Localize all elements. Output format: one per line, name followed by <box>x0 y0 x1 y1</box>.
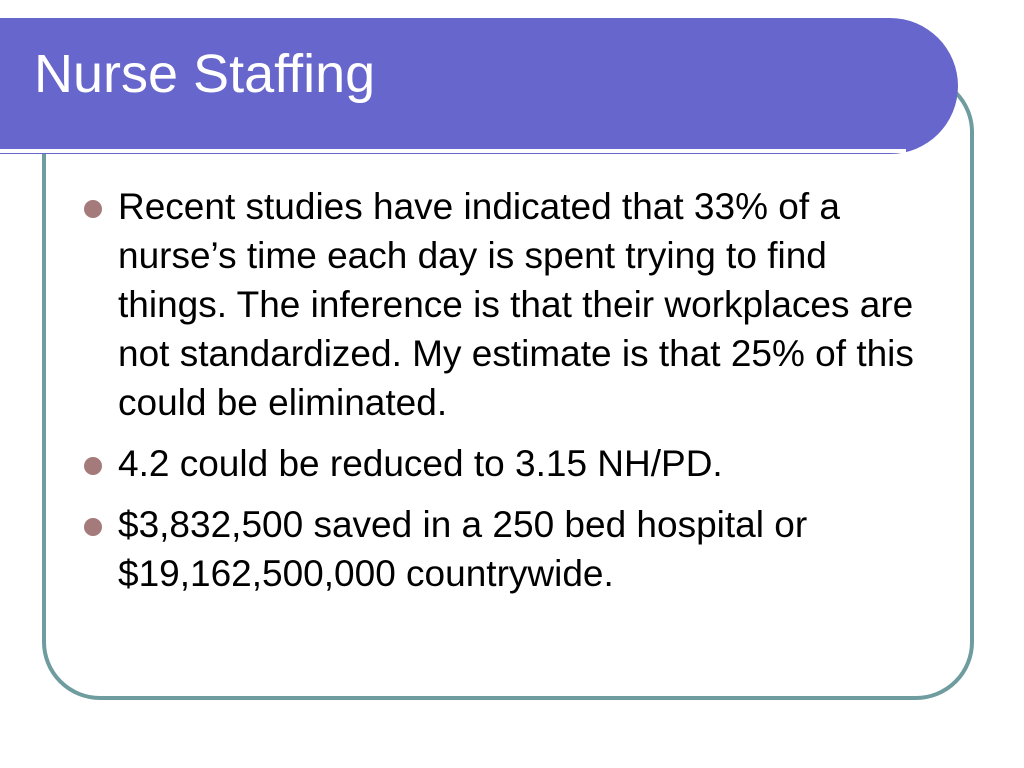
bullet-item <box>80 500 930 598</box>
bullet-text: $3,832,500 saved in a 250 bed hospital or $19,162,500,000 countrywide. <box>118 504 808 594</box>
bullet-dot-icon <box>84 457 102 475</box>
bullet-list <box>80 182 930 610</box>
bullet-text: 4.2 could be reduced to 3.15 NH/PD. <box>118 443 723 484</box>
bullet-dot-icon <box>84 518 102 536</box>
slide-title: Nurse Staffing <box>34 44 376 104</box>
bullet-item <box>80 439 930 488</box>
bullet-item <box>80 182 930 427</box>
title-underline-rule <box>0 149 906 153</box>
bullet-dot-icon <box>84 200 102 218</box>
bullet-text: Recent studies have indicated that 33% of a nurse’s time each day is spent trying to find things. The inference is that their workplaces are not standardized. My estimate is that 25% of this could be eliminated. <box>118 186 914 423</box>
